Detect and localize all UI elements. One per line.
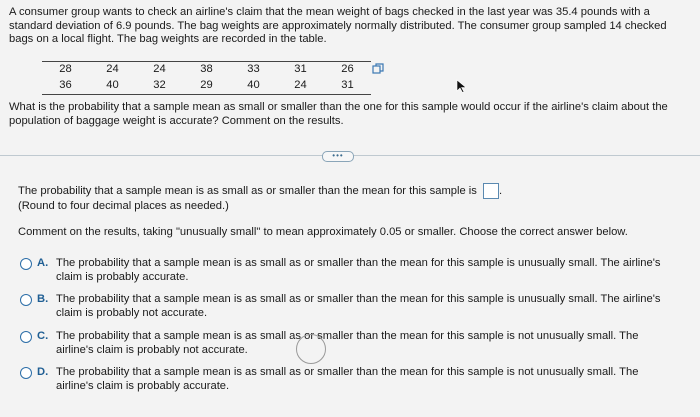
- table-cell: 24: [89, 62, 136, 79]
- problem-text: A consumer group wants to check an airline's claim that the mean weight of bags checked in the last year was 35.4 pounds with a standard deviation of 6.9 pounds. The bag weights are approximately normally distributed. The consumer group sampled 14 checked bags on a local flight. The bag weights are recorded in the table.: [9, 6, 667, 46]
- table-cell: 26: [324, 62, 371, 79]
- more-options-button[interactable]: •••: [322, 151, 354, 162]
- answer-suffix: .: [499, 184, 503, 197]
- table-cell: 28: [42, 62, 89, 79]
- table-cell: 40: [230, 78, 277, 95]
- answer-prompt: The probability that a sample mean is as small as or smaller than the mean for this sample is: [18, 184, 477, 197]
- table-cell: 33: [230, 62, 277, 79]
- option-letter: D.: [37, 366, 49, 378]
- question-text: What is the probability that a sample mean as small or smaller than the one for this sample would occur if the airline's claim about the population of baggage weight is accurate? Comment on the results.: [9, 101, 668, 127]
- mouse-pointer-icon: [456, 79, 468, 93]
- touch-cursor-indicator: [296, 334, 326, 364]
- bag-weights-table: [42, 61, 371, 95]
- round-note: (Round to four decimal places as needed.): [18, 200, 229, 212]
- radio-button[interactable]: [20, 258, 32, 270]
- table-cell: 31: [324, 78, 371, 95]
- option-text: The probability that a sample mean is as small as or smaller than the mean for this sample is not unusually small. The airline's claim is probably accurate.: [56, 366, 639, 392]
- answer-input[interactable]: [483, 183, 499, 199]
- table-cell: 36: [42, 78, 89, 95]
- copy-icon[interactable]: [372, 63, 384, 75]
- comment-prompt: Comment on the results, taking "unusually small" to mean approximately 0.05 or smaller. Choose the correct answer below.: [18, 226, 628, 238]
- option-letter: C.: [37, 330, 49, 342]
- table-cell: 24: [277, 78, 324, 95]
- answer-line: [18, 183, 688, 199]
- option-text: The probability that a sample mean is as small as or smaller than the mean for this sample is not unusually small. The airline's claim is probably not accurate.: [56, 330, 639, 356]
- table-row: [42, 78, 371, 95]
- option-letter: A.: [37, 257, 49, 269]
- option-text: The probability that a sample mean is as small as or smaller than the mean for this sample is unusually small. The airline's claim is probably not accurate.: [56, 293, 661, 319]
- radio-button[interactable]: [20, 294, 32, 306]
- table-cell: 29: [183, 78, 230, 95]
- table-cell: 31: [277, 62, 324, 79]
- radio-button[interactable]: [20, 331, 32, 343]
- problem-statement: [9, 6, 689, 47]
- table-cell: 38: [183, 62, 230, 79]
- option-text: The probability that a sample mean is as small as or smaller than the mean for this sample is unusually small. The airline's claim is probably accurate.: [56, 257, 661, 283]
- table-row: [42, 62, 371, 79]
- radio-button[interactable]: [20, 367, 32, 379]
- table-cell: 32: [136, 78, 183, 95]
- table-cell: 40: [89, 78, 136, 95]
- option-letter: B.: [37, 293, 49, 305]
- table-cell: 24: [136, 62, 183, 79]
